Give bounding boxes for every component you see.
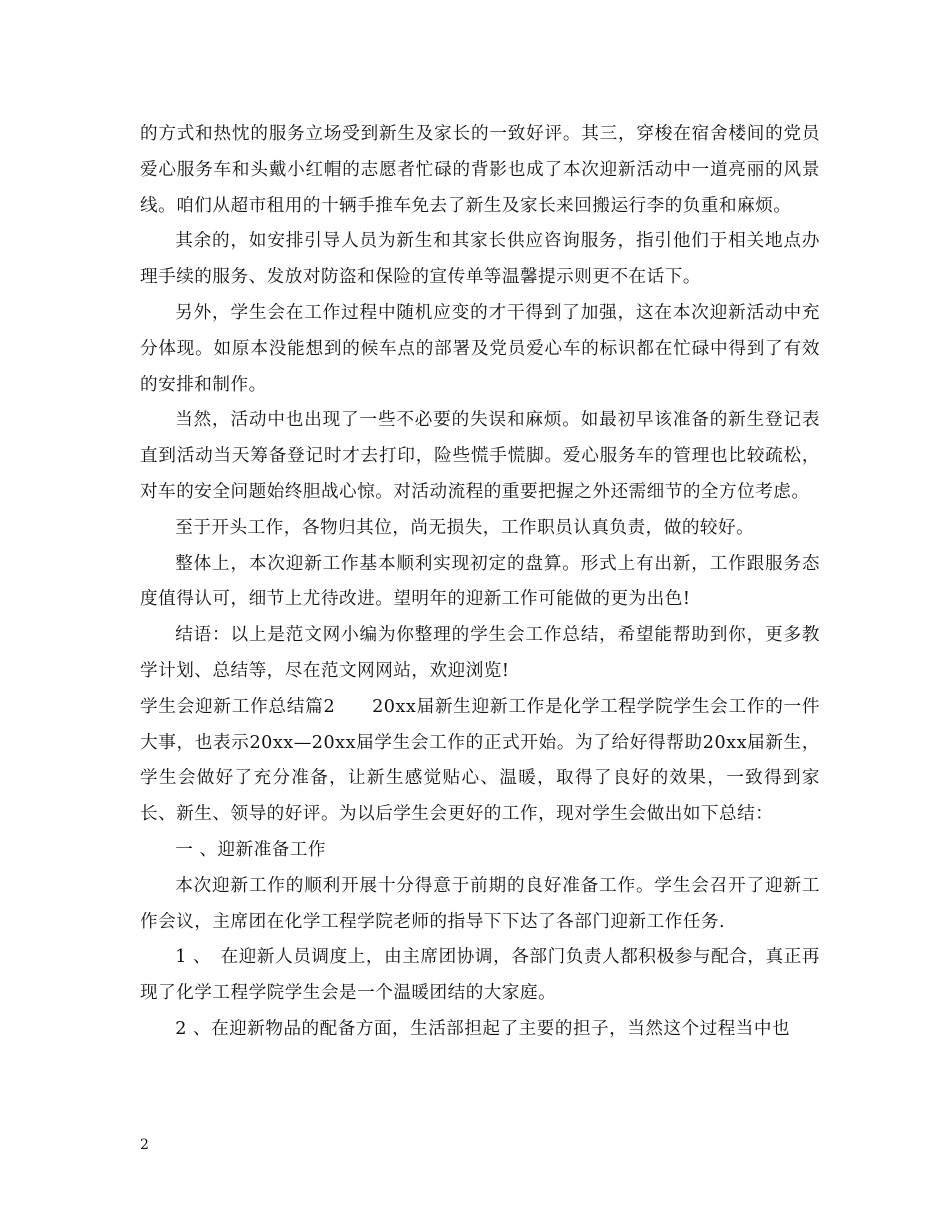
paragraph: 其余的，如安排引导人员为新生和其家长供应咨询服务，指引他们于相关地点办理手续的服务、发放对防盗和保险的宣传单等温馨提示则更不在话下。 [140,231,820,288]
paragraph: 当然，活动中也出现了一些不必要的失误和麻烦。如最初早该准备的新生登记表直到活动当天筹备登记时才去打印，险些慌手慌脚。爱心服务车的管理也比较疏松，对车的安全问题始终胆战心惊。对活动流程的重要把握之外还需细节的全方位考虑。 [140,410,820,502]
paragraph: 整体上，本次迎新工作基本顺利实现初定的盘算。形式上有出新，工作跟服务态度值得认可，细节上尤待改进。望明年的迎新工作可能做的更为出色! [140,553,820,610]
paragraph: 至于开头工作，各物归其位，尚无损失，工作职员认真负责，做的较好。 [175,517,755,538]
list-item-paragraph: 1 、 在迎新人员调度上，由主席团协调，各部门负责人都积极参与配合，真正再现了化学工程学院学生会是一个温暖团结的大家庭。 [140,947,820,1004]
document-body [140,117,820,1048]
paragraph: 另外，学生会在工作过程中随机应变的才干得到了加强，这在本次迎新活动中充分体现。如原本没能想到的候车点的部署及党员爱心车的标识都在忙碌中得到了有效的安排和制作。 [140,302,820,395]
page-number: 2 [140,1137,149,1153]
list-item-paragraph: 2 、在迎新物品的配备方面，生活部担起了主要的担子，当然这个过程当中也 [175,1018,791,1039]
paragraph: 本次迎新工作的顺利开展十分得意于前期的良好准备工作。学生会召开了迎新工作会议，主席团在化学工程学院老师的指导下下达了各部门迎新工作任务. [140,875,820,932]
section-subheading: 一 、迎新准备工作 [175,839,327,860]
paragraph: 的方式和热忱的服务立场受到新生及家长的一致好评。其三，穿梭在宿舍楼间的党员爱心服务车和头戴小红帽的志愿者忙碌的背影也成了本次迎新活动中一道亮丽的风景线。咱们从超市租用的十辆手推车免去了新生及家长来回搬运行李的负重和麻烦。 [140,124,820,216]
section-heading-paragraph: 学生会迎新工作总结篇2 20xx届新生迎新工作是化学工程学院学生会工作的一件大事，也表示20xx—20xx届学生会工作的正式开始。为了给好得帮助20xx届新生，学生会做好了充分准备，让新生感觉贴心、温暖，取得了良好的效果，一致得到家长、新生、领导的好评。为以后学生会更好的工作，现对学生会做出如下总结： [140,696,820,825]
paragraph: 结语：以上是范文网小编为你整理的学生会工作总结，希望能帮助到你，更多教学计划、总结等，尽在范文网网站，欢迎浏览! [140,625,820,681]
